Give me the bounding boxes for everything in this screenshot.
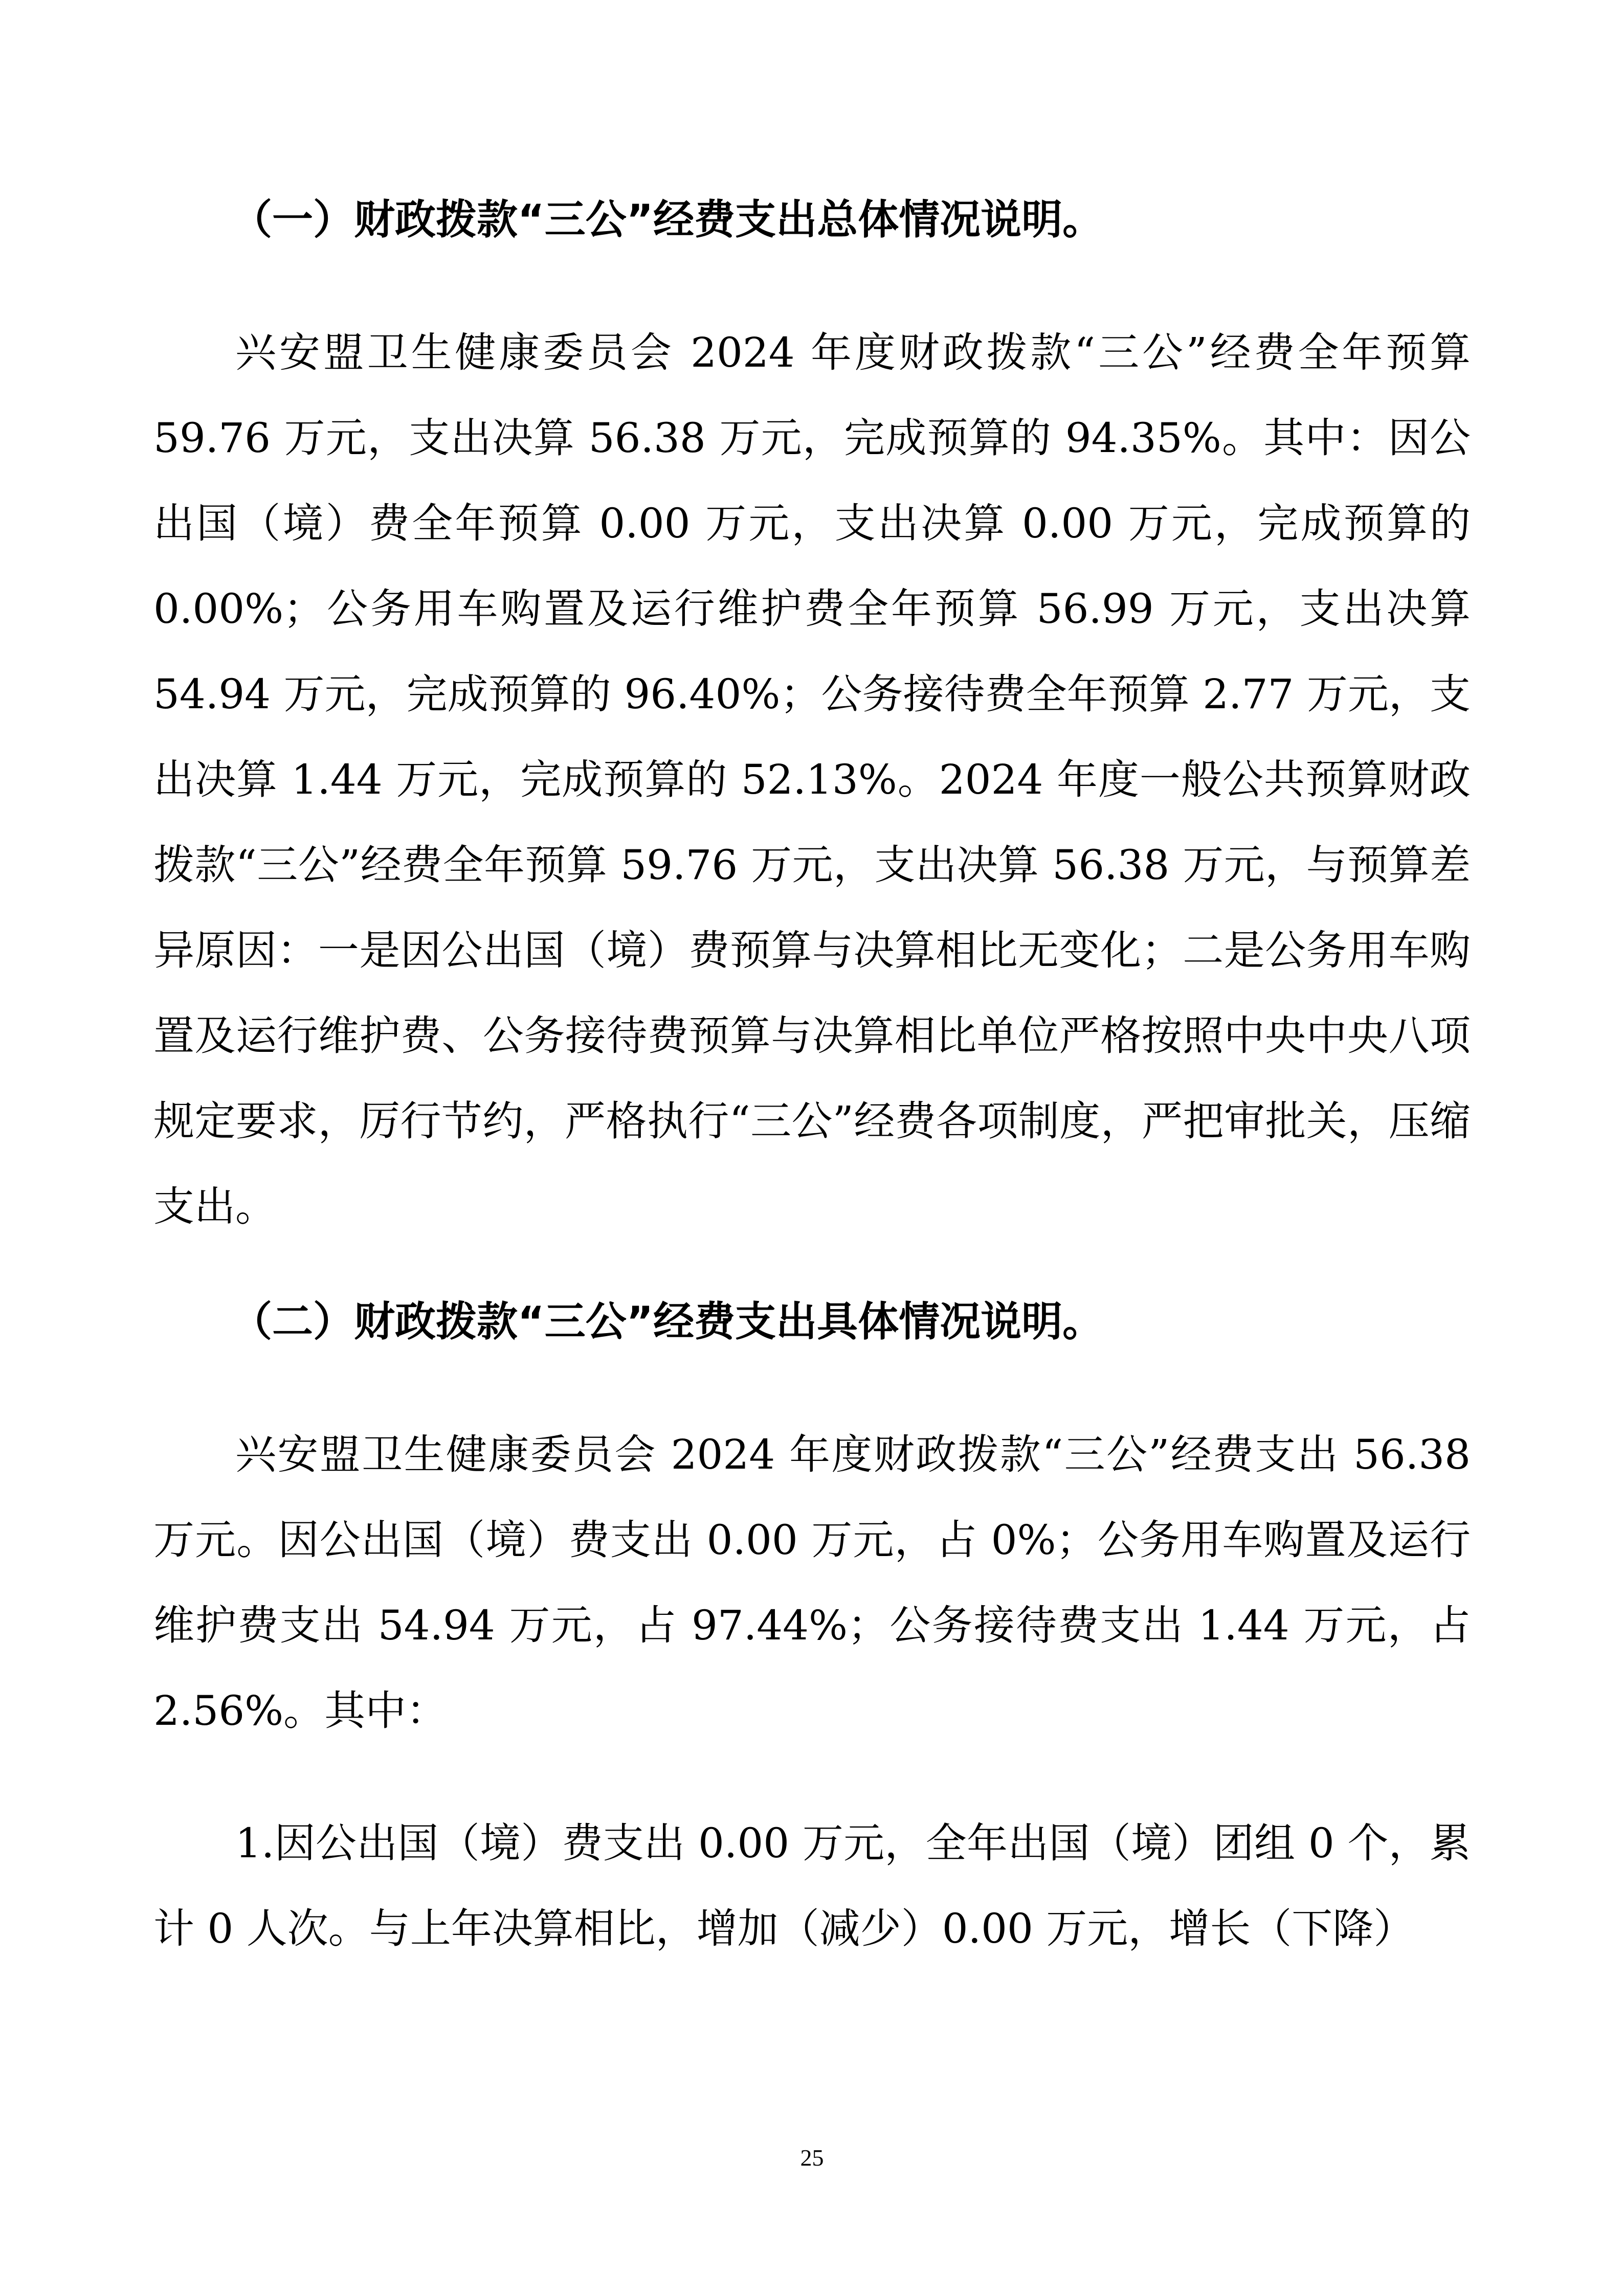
- section-2-heading: （二）财政拨款“三公”经费支出具体情况说明。: [231, 1298, 1104, 1345]
- section-2-paragraph: 兴安盟卫生健康委员会 2024 年度财政拨款“三公”经费支出 56.38 万元。因公出国（境）费支出 0.00 万元，占 0%；公务用车购置及运行维护费支出 54.94 万元，占 97.44%；公务接待费支出 1.44 万元，占 2.56%。其中：: [153, 1431, 1471, 1735]
- section-1-heading: （一）财政拨款“三公”经费支出总体情况说明。: [231, 196, 1104, 243]
- section-2-item-1: 1.因公出国（境）费支出 0.00 万元，全年出国（境）团组 0 个，累计 0 人次。与上年决算相比，增加（减少）0.00 万元，增长（下降）: [153, 1819, 1471, 1952]
- page-number: 25: [800, 2145, 824, 2171]
- section-1-paragraph: 兴安盟卫生健康委员会 2024 年度财政拨款“三公”经费全年预算 59.76 万元，支出决算 56.38 万元，完成预算的 94.35%。其中：因公出国（境）费全年预算 0.00 万元，支出决算 0.00 万元，完成预算的 0.00%；公务用车购置及运行维护费全年预算 56.99 万元，支出决算 54.94 万元，完成预算的 96.40%；公务接待费全年预算 2.77 万元，支出决算 1.44 万元，完成预算的 52.13%。2024 年度一般公共预算财政拨款“三公”经费全年预算 59.76 万元，支出决算 56.38 万元，与预算差异原因：一是因公出国（境）费预算与决算相比无变化；二是公务用车购置及运行维护费、公务接待费预算与决算相比单位严格按照中央中央八项规定要求，厉行节约，严格执行“三公”经费各项制度，严把审批关，压缩支出。: [153, 329, 1471, 1230]
